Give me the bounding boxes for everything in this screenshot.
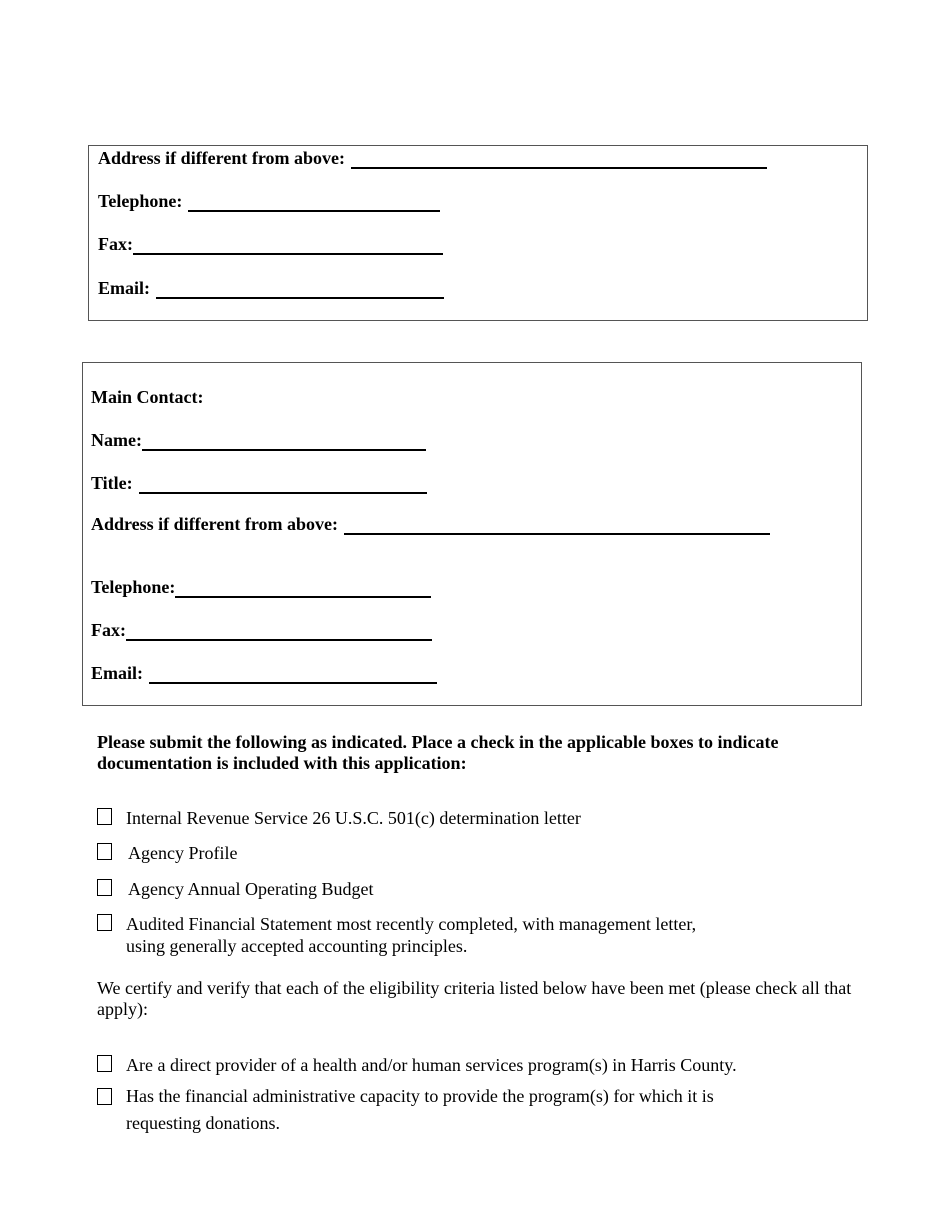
contact-fax-row [91,619,432,641]
contact-email-field[interactable] [149,665,437,684]
org-telephone-field[interactable] [188,193,440,212]
org-fax-label: Fax: [98,234,133,254]
contact-email-label: Email: [91,663,143,683]
certify-text: We certify and verify that each of the eligibility criteria listed below have been met (please check all that apply): [97,978,852,1019]
contact-address-field[interactable] [344,516,770,535]
criteria-label: Has the financial administrative capacity to provide the program(s) for which it is requesting donations. [126,1086,714,1133]
document-checklist-item [97,807,581,829]
contact-name-label: Name: [91,430,142,450]
contact-telephone-row [91,576,431,598]
org-address-field[interactable] [351,150,767,169]
criteria-checkbox[interactable] [97,1088,112,1105]
main-contact-heading: Main Contact: [91,387,204,407]
org-email-row [98,277,444,299]
org-email-label: Email: [98,278,150,298]
contact-title-row [91,472,427,494]
instructions-text: Please submit the following as indicated. Place a check in the applicable boxes to indicate documentation is included with this application: [97,732,779,773]
document-checklist-item [97,913,737,957]
document-label: Agency Annual Operating Budget [128,879,374,899]
document-checkbox[interactable] [97,843,112,860]
contact-fax-field[interactable] [126,622,432,641]
contact-address-row [91,513,770,535]
document-checkbox[interactable] [97,879,112,896]
contact-title-field[interactable] [139,475,427,494]
contact-telephone-label: Telephone: [91,577,176,597]
contact-email-row [91,662,437,684]
org-fax-row [98,233,443,255]
document-label: Audited Financial Statement most recently completed, with management letter, using generally accepted accounting principles. [126,914,697,956]
criteria-checkbox[interactable] [97,1055,112,1072]
document-checklist-item [97,878,373,900]
document-checkbox[interactable] [97,808,112,825]
contact-title-label: Title: [91,473,133,493]
criteria-checklist-item [97,1087,747,1137]
document-label: Agency Profile [128,843,238,863]
org-fax-field[interactable] [133,236,443,255]
document-checkbox[interactable] [97,914,112,931]
org-address-row [98,147,767,169]
criteria-checklist-item [97,1054,737,1076]
org-telephone-label: Telephone: [98,191,183,211]
org-email-field[interactable] [156,280,444,299]
org-telephone-row [98,190,440,212]
contact-address-label: Address if different from above: [91,514,338,534]
contact-name-field[interactable] [142,432,426,451]
contact-telephone-field[interactable] [175,579,431,598]
document-label: Internal Revenue Service 26 U.S.C. 501(c) determination letter [126,808,581,828]
org-address-label: Address if different from above: [98,148,345,168]
contact-name-row [91,429,426,451]
main-contact-heading-row [91,386,203,408]
contact-fax-label: Fax: [91,620,126,640]
document-checklist-item [97,842,237,864]
criteria-label: Are a direct provider of a health and/or human services program(s) in Harris County. [126,1055,737,1075]
